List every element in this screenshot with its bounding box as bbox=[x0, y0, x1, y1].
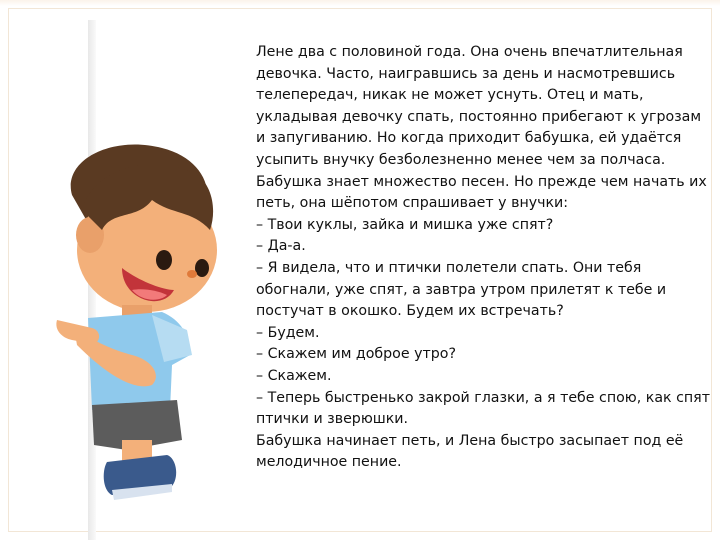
boy-left-eye bbox=[156, 250, 172, 270]
story-line: – Скажем им доброе утро? bbox=[256, 346, 456, 363]
story-line: – Будем. bbox=[256, 324, 320, 341]
story-line: – Я видела, что и птички полетели спать. Они тебя bbox=[256, 259, 642, 276]
story-line: – Твои куклы, зайка и мишка уже спят? bbox=[256, 216, 554, 233]
story-line: Бабушка знает множество песен. Но прежде чем начать их bbox=[256, 173, 707, 190]
story-line: Лене два с половиной года. Она очень впечатлительная bbox=[256, 44, 683, 60]
story-line: телепередач, никак не может уснуть. Отец и мать, bbox=[256, 87, 644, 104]
story-line: мелодичное пение. bbox=[256, 454, 402, 471]
story-line: Бабушка начинает петь, и Лена быстро засыпает под её bbox=[256, 432, 684, 449]
story-line: девочка. Часто, наигравшись за день и насмотревшись bbox=[256, 65, 676, 82]
boy-nose bbox=[187, 270, 197, 278]
story-text bbox=[256, 42, 712, 474]
boy-right-eye bbox=[195, 259, 209, 277]
story-line: и запугиванию. Но когда приходит бабушка, ей удаётся bbox=[256, 130, 682, 147]
story-line: обогнали, уже спят, а завтра утром прилетят к тебе и bbox=[256, 281, 667, 298]
story-line: петь, она шёпотом спрашивает у внучки: bbox=[256, 195, 569, 212]
peeking-boy-illustration bbox=[52, 140, 232, 510]
story-line: укладывая девочку спать, постоянно прибегают к угрозам bbox=[256, 108, 702, 125]
frame-top-decoration bbox=[0, 0, 720, 6]
story-line: – Да-а. bbox=[256, 238, 306, 255]
story-line: – Скажем. bbox=[256, 367, 332, 384]
story-line: постучат в окошко. Будем их встречать? bbox=[256, 303, 564, 320]
story-line: – Теперь быстренько закрой глазки, а я тебе спою, как спят bbox=[256, 389, 710, 406]
story-line: птички и зверюшки. bbox=[256, 411, 409, 428]
story-line: усыпить внучку безболезненно менее чем за полчаса. bbox=[256, 151, 666, 168]
